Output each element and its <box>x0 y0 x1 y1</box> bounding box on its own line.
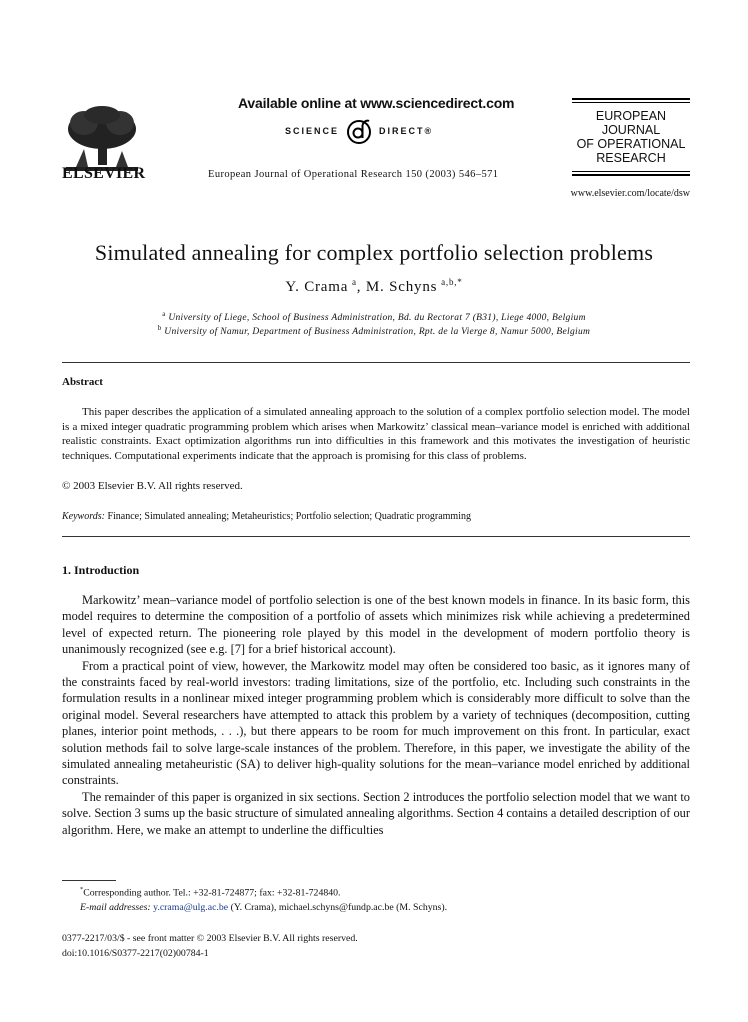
sciencedirect-right-text: DIRECT® <box>379 126 434 136</box>
journal-logo-line: JOURNAL <box>601 123 661 137</box>
footer-doi: doi:10.1016/S0377-2217(02)00784-1 <box>62 948 209 959</box>
abstract-paragraph: This paper describes the application of a simulated annealing approach to the solution of a complex portfolio selection model. The model is a mixed integer quadratic programming problem which arises when Markowitz’ classical mean–variance model is enriched with additional realistic constraints. Exact optimization algorithms run into difficulties in this framework and this motivates the investigation of heuristic techniques. Computational experiments indicate that the approach is promising for this class of problems. <box>62 406 690 462</box>
email-link[interactable]: michael.schyns@fundp.ac.be <box>278 902 394 913</box>
footnote-emails <box>80 902 447 913</box>
author-list <box>0 277 748 296</box>
keywords-list: Finance; Simulated annealing; Metaheuristics; Portfolio selection; Quadratic programming <box>107 511 471 522</box>
journal-logo <box>572 98 690 176</box>
sciencedirect-d-icon <box>345 117 373 145</box>
journal-logo-line: EUROPEAN <box>595 109 667 123</box>
author-affiliation-mark: a <box>352 277 357 287</box>
affiliation-b <box>0 324 748 337</box>
journal-url-link[interactable]: www.elsevier.com/locate/dsw <box>570 188 690 199</box>
keywords-label: Keywords: <box>62 511 105 522</box>
journal-logo-rule-bottom-thin <box>572 171 690 172</box>
journal-logo-rule-bottom <box>572 174 690 176</box>
sciencedirect-logo <box>285 116 433 146</box>
journal-citation: European Journal of Operational Research 150 (2003) 546–571 <box>208 169 499 180</box>
email-label: E-mail addresses: <box>80 902 151 913</box>
journal-logo-rule-top <box>572 98 690 100</box>
footnote-text: Corresponding author. Tel.: +32-81-724877; fax: +32-81-724840. <box>83 887 341 899</box>
affiliation-mark: b <box>157 324 162 332</box>
abstract-copyright: © 2003 Elsevier B.V. All rights reserved. <box>62 480 243 492</box>
abstract-text <box>62 405 690 463</box>
journal-logo-title <box>572 109 690 165</box>
email-owner: (M. Schyns). <box>393 902 448 913</box>
divider <box>62 536 690 537</box>
author-name: M. Schyns <box>365 279 438 295</box>
keywords <box>62 511 471 522</box>
author-separator: , <box>356 279 366 295</box>
abstract-heading: Abstract <box>62 376 103 388</box>
author-name: Y. Crama <box>285 279 349 295</box>
affiliation-mark: a <box>162 310 166 318</box>
journal-logo-line: RESEARCH <box>596 151 666 165</box>
paragraph: Markowitz’ mean–variance model of portfolio selection is one of the best known models in finance. In its basic form, this model requires to determine the composition of a portfolio of assets which minimizes risk while achieving a predetermined level of expected return. The pioneering role played by this model in the development of modern portfolio theory is unanimously recognized (see e.g. [7] for a brief historical account). <box>62 593 690 657</box>
affiliation-text: University of Liege, School of Business Administration, Bd. du Rectorat 7 (B31), Liege 4000, Belgium <box>168 313 586 324</box>
available-online-text: Available online at www.sciencedirect.com <box>238 95 515 111</box>
journal-logo-line: OF OPERATIONAL <box>576 137 686 151</box>
footnote-mark: * <box>80 886 84 893</box>
section-body <box>62 592 690 838</box>
section-heading: 1. Introduction <box>62 563 140 577</box>
author-affiliation-mark: a,b,* <box>441 277 463 287</box>
paragraph: From a practical point of view, however, the Markowitz model may often be considered too basic, as it ignores many of the constraints faced by real-world investors: trading limitations, size of the portfolio, etc. Including such constraints in the formulation results in a nonlinear mixed integer programming problem which is considerably more difficult to solve than the original model. Several researchers have attempted to attack this problem by a variety of techniques (decomposition, cutting planes, interior point methods, . . .), but there appears to be room for much improvement on this front. In particular, exact solution methods fail to solve large-scale instances of the problem. Therefore, in this paper, we investigate the ability of the simulated annealing metaheuristic (SA) to deliver high-quality solutions for the mean–variance model enriched by additional constraints. <box>62 658 690 788</box>
footnote-corresponding <box>80 886 341 898</box>
affiliation-a <box>0 310 748 323</box>
journal-logo-rule-top-thin <box>572 102 690 103</box>
footer-issn: 0377-2217/03/$ - see front matter © 2003 Elsevier B.V. All rights reserved. <box>62 933 358 944</box>
paragraph: The remainder of this paper is organized in six sections. Section 2 introduces the portfolio selection model that we want to solve. Section 3 sums up the basic structure of simulated annealing algorithms. Section 4 contains a detailed description of our algorithm. Here, we make an attempt to underline the difficulties <box>62 789 690 837</box>
affiliation-text: University of Namur, Department of Business Administration, Rpt. de la Vierge 8, Namur 5000, Belgium <box>164 327 591 338</box>
article-title: Simulated annealing for complex portfolio selection problems <box>94 240 654 265</box>
divider <box>62 362 690 363</box>
sciencedirect-left-text: SCIENCE <box>285 126 340 136</box>
footnote-divider <box>62 880 116 881</box>
email-owner: (Y. Crama), <box>228 902 279 913</box>
email-link[interactable]: y.crama@ulg.ac.be <box>153 902 229 913</box>
publisher-name: ELSEVIER <box>62 165 146 182</box>
